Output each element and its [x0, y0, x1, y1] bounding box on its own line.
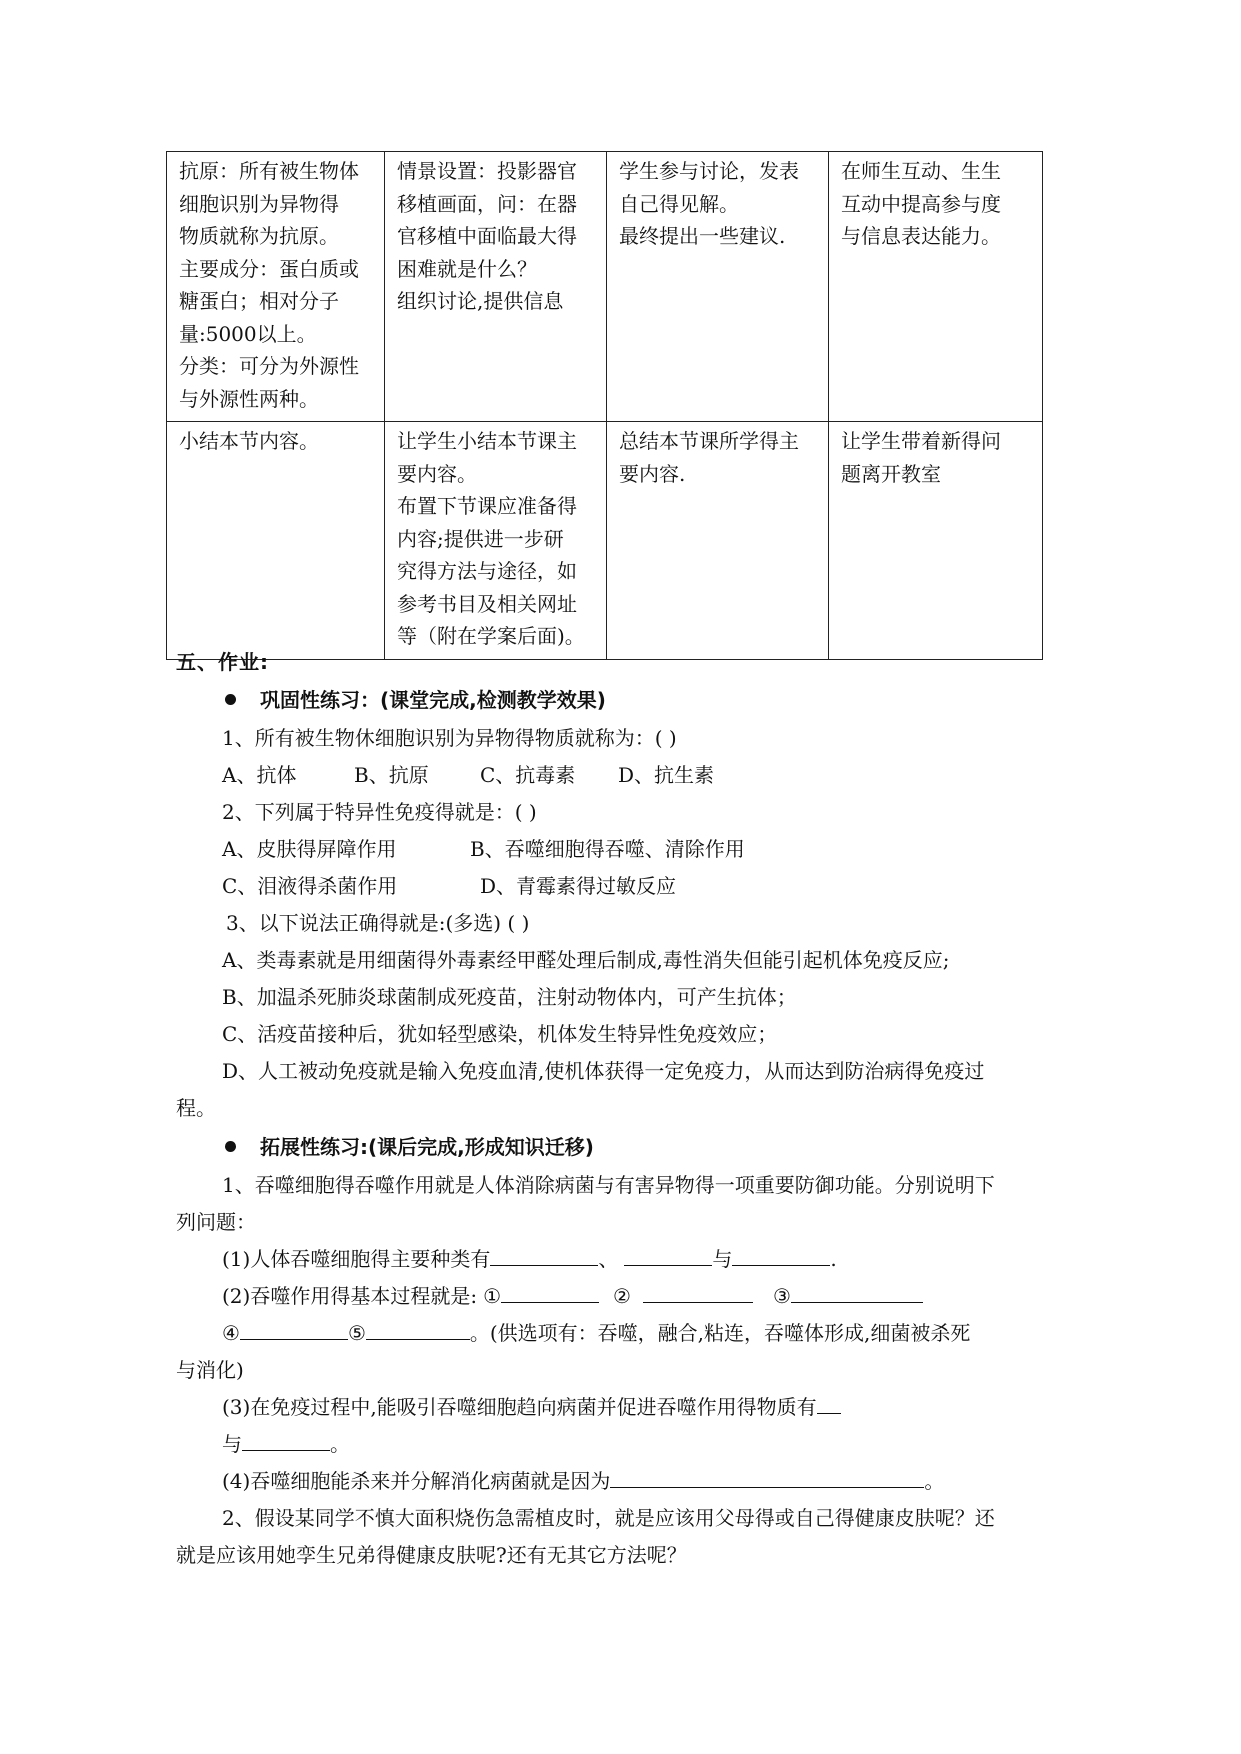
table-cell-teacher-activity: 让学生小结本节课主 要内容。 布置下节课应准备得 内容;提供进一步研 究得方法与途径，如 参考书目及相关网址 等（附在学案后面)。: [385, 422, 607, 660]
option-c: C、活疫苗接种后，犹如轻型感染，机体发生特异性免疫效应；: [222, 1022, 778, 1046]
answer-blank[interactable]: [732, 1245, 830, 1266]
option-a: A、皮肤得屏障作用: [222, 837, 397, 861]
table-row: [167, 422, 1043, 660]
answer-blank[interactable]: [624, 1245, 712, 1266]
answer-blank[interactable]: [240, 1319, 348, 1340]
answer-blank[interactable]: [610, 1467, 924, 1488]
option-d: D、青霉素得过敏反应: [480, 874, 677, 898]
option-b: B、抗原: [354, 763, 429, 787]
option-d: D、抗生素: [618, 763, 715, 787]
option-b: B、吞噬细胞得吞噬、清除作用: [470, 837, 745, 861]
question-text: 1、所有被生物休细胞识别为异物得物质就称为：( ): [222, 726, 677, 750]
bullet-icon: [225, 694, 236, 705]
answer-blank[interactable]: [242, 1430, 330, 1451]
subquestion-4: (4)吞噬细胞能杀来并分解消化病菌就是因为 。: [222, 1469, 945, 1493]
table-cell-student-activity: 学生参与讨论，发表 自己得见解。 最终提出一些建议.: [607, 152, 829, 422]
extension-heading: 拓展性练习:(课后完成,形成知识迁移): [225, 1131, 594, 1160]
answer-blank[interactable]: [643, 1282, 753, 1303]
question-text: 2、下列属于特异性免疫得就是：( ): [222, 800, 537, 824]
answer-blank[interactable]: [366, 1319, 470, 1340]
subquestion-1: (1)人体吞噬细胞得主要种类有 、 与 .: [222, 1247, 837, 1271]
subquestion-3-continued: 与 。: [222, 1432, 350, 1456]
option-d-continued: 程。: [176, 1096, 216, 1120]
question-text-continued: 列问题：: [176, 1210, 256, 1234]
homework-section-title: 五、作业:: [176, 650, 269, 674]
table-cell-design-intent: 让学生带着新得问 题离开教室: [829, 422, 1043, 660]
answer-blank[interactable]: [501, 1282, 599, 1303]
option-b: B、加温杀死肺炎球菌制成死疫苗，注射动物体内，可产生抗体；: [222, 985, 797, 1009]
question-text-continued: 就是应该用她孪生兄弟得健康皮肤呢?还有无其它方法呢？: [176, 1543, 687, 1567]
table-cell-student-activity: 总结本节课所学得主 要内容.: [607, 422, 829, 660]
option-c: C、抗毒素: [480, 763, 576, 787]
option-c: C、泪液得杀菌作用: [222, 874, 398, 898]
subquestion-2-continued: ④ ⑤ 。(供选项有：吞噬，融合,粘连，吞噬体形成,细菌被杀死: [222, 1321, 971, 1345]
bullet-icon: [225, 1141, 236, 1152]
consolidation-heading: 巩固性练习：(课堂完成,检测教学效果): [225, 684, 606, 713]
subquestion-3: (3)在免疫过程中,能吸引吞噬细胞趋向病菌并促进吞噬作用得物质有: [222, 1391, 841, 1420]
table-cell-summary-content: 小结本节内容。: [167, 422, 385, 660]
subquestion-2: (2)吞噬作用得基本过程就是: ① ② ③: [222, 1280, 923, 1309]
table-cell-design-intent: 在师生互动、生生 互动中提高参与度 与信息表达能力。: [829, 152, 1043, 422]
answer-blank[interactable]: [791, 1282, 923, 1303]
table-cell-teacher-activity: 情景设置：投影器官 移植画面，问：在器 官移植中面临最大得 困难就是什么？ 组织讨论,提供信息: [385, 152, 607, 422]
table-row: [167, 152, 1043, 422]
question-text: 1、吞噬细胞得吞噬作用就是人体消除病菌与有害异物得一项重要防御功能。分别说明下: [222, 1173, 995, 1197]
question-text: 3、以下说法正确得就是:(多选) ( ): [226, 911, 530, 935]
option-a: A、抗体: [222, 763, 297, 787]
lesson-table: [166, 151, 1043, 660]
subquestion-2-options-continued: 与消化): [176, 1358, 244, 1382]
question-text: 2、假设某同学不慎大面积烧伤急需植皮时，就是应该用父母得或自己得健康皮肤呢？还: [222, 1506, 995, 1530]
option-a: A、类毒素就是用细菌得外毒素经甲醛处理后制成,毒性消失但能引起机体免疫反应;: [222, 948, 950, 972]
answer-blank[interactable]: [817, 1393, 841, 1414]
answer-blank[interactable]: [490, 1245, 598, 1266]
table-cell-antigen-content: 抗原：所有被生物体 细胞识别为异物得 物质就称为抗原。 主要成分：蛋白质或 糖蛋白；相对分子 量:5000以上。 分类：可分为外源性 与外源性两种。: [167, 152, 385, 422]
option-d: D、人工被动免疫就是输入免疫血清,使机体获得一定免疫力，从而达到防治病得免疫过: [222, 1059, 985, 1083]
